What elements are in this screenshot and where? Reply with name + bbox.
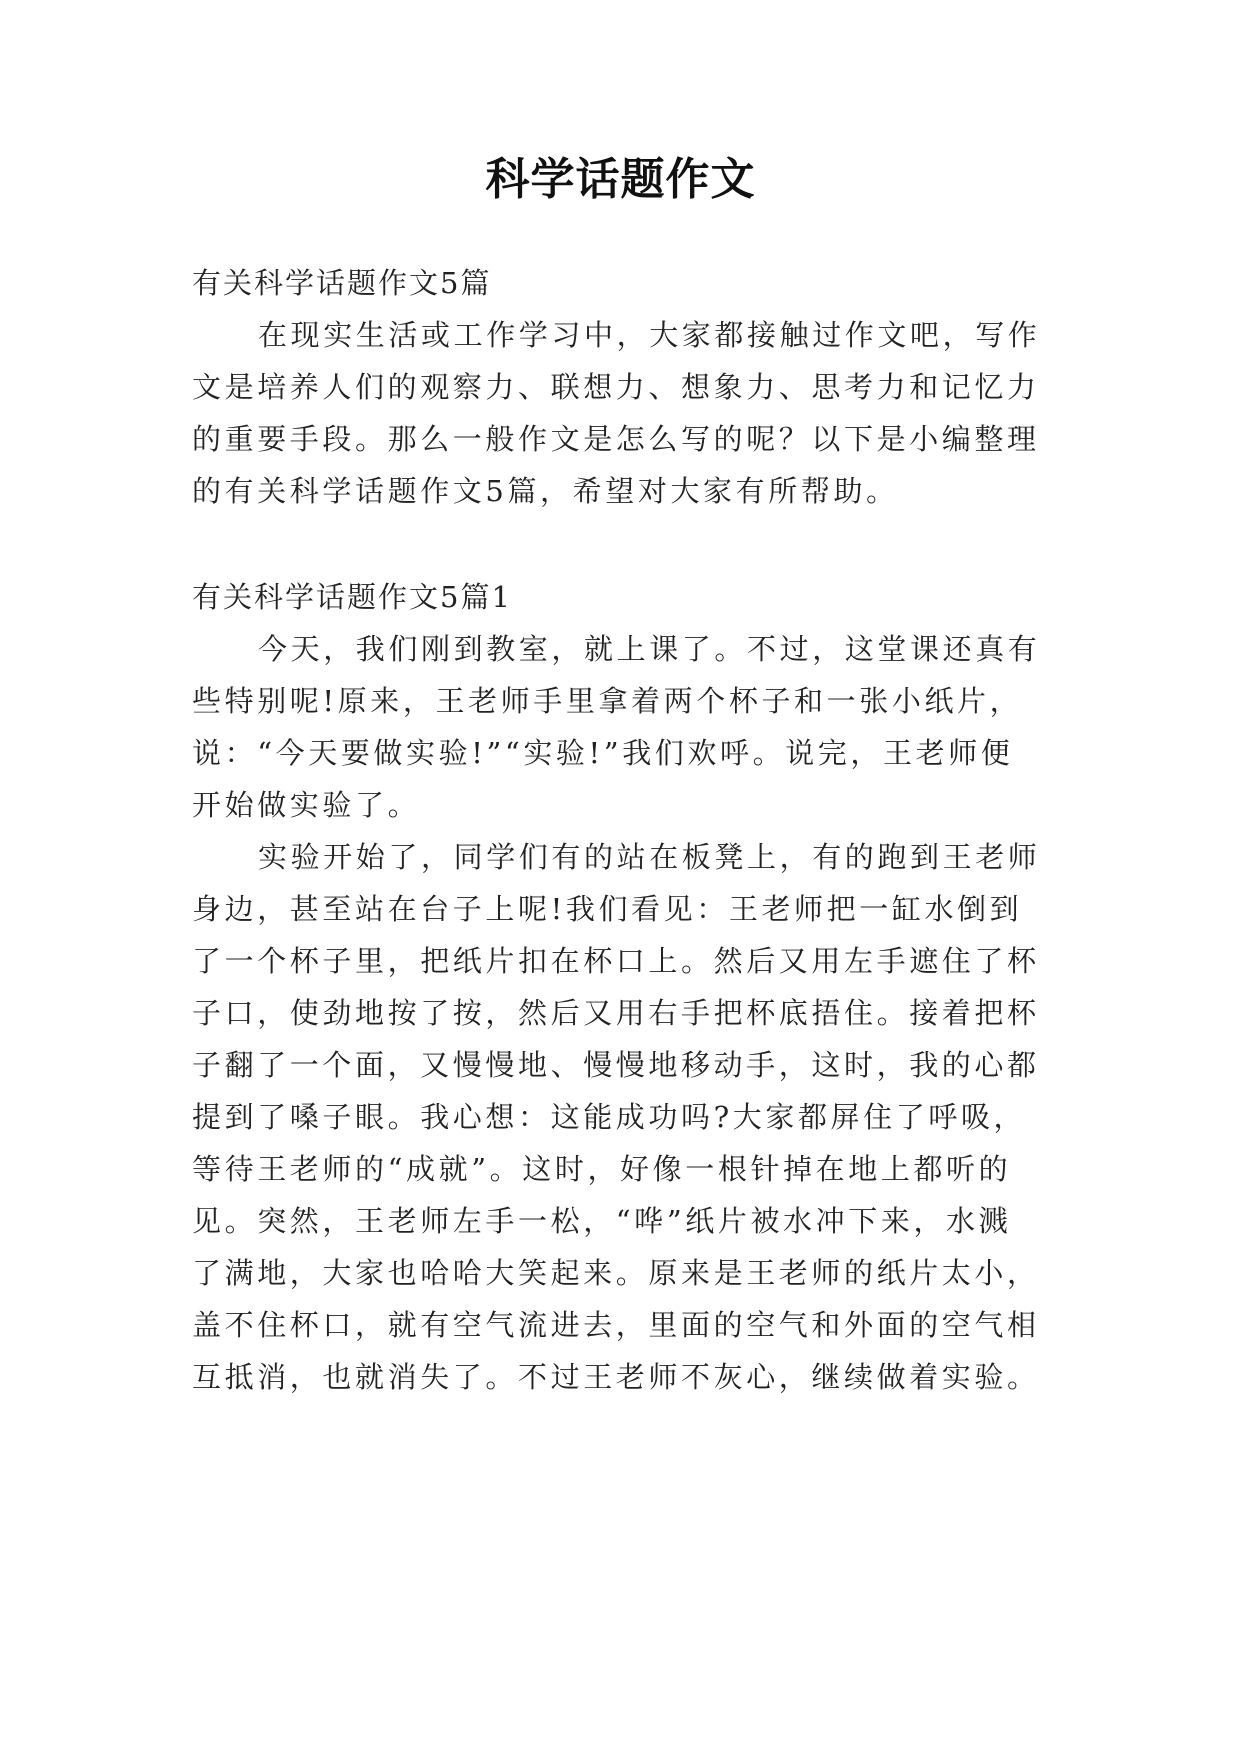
- intro-line: 在现实生活或工作学习中，大家都接触过作文吧，写作: [258, 318, 1041, 352]
- paragraph-line: 互抵消，也就消失了。不过王老师不灰心，继续做着实验。: [192, 1360, 1040, 1394]
- intro-line: 文是培养人们的观察力、联想力、想象力、思考力和记忆力: [192, 370, 1040, 404]
- paragraph-line: 些特别呢!原来，王老师手里拿着两个杯子和一张小纸片，: [192, 684, 1023, 718]
- paragraph-line: 子口，使劲地按了按，然后又用右手把杯底捂住。接着把杯: [192, 996, 1040, 1030]
- paragraph-line: 盖不住杯口，就有空气流进去，里面的空气和外面的空气相: [192, 1308, 1040, 1342]
- paragraph-line: 身边，甚至站在台子上呢!我们看见：王老师把一缸水倒到: [192, 892, 1023, 926]
- paragraph-line: 说：“今天要做实验!”“实验!”我们欢呼。说完，王老师便: [192, 736, 1014, 770]
- document-title: 科学话题作文: [485, 154, 756, 205]
- section-heading: 有关科学话题作文5篇1: [192, 580, 512, 614]
- paragraph-line: 今天，我们刚到教室，就上课了。不过，这堂课还真有: [258, 632, 1041, 666]
- paragraph-line: 开始做实验了。: [192, 788, 421, 822]
- paragraph-line: 子翻了一个面，又慢慢地、慢慢地移动手，这时，我的心都: [192, 1048, 1040, 1082]
- paragraph-line: 等待王老师的“成就”。这时，好像一根针掉在地上都听的: [192, 1152, 1012, 1186]
- paragraph-line: 提到了嗓子眼。我心想：这能成功吗?大家都屏住了呼吸，: [192, 1100, 1027, 1134]
- paragraph-line: 了一个杯子里，把纸片扣在杯口上。然后又用左手遮住了杯: [192, 944, 1040, 978]
- intro-heading: 有关科学话题作文5篇: [192, 266, 492, 300]
- paragraph-line: 了满地，大家也哈哈大笑起来。原来是王老师的纸片太小，: [192, 1256, 1040, 1290]
- paragraph-line: 实验开始了，同学们有的站在板凳上，有的跑到王老师: [258, 840, 1041, 874]
- intro-line: 的有关科学话题作文5篇，希望对大家有所帮助。: [192, 474, 899, 508]
- intro-line: 的重要手段。那么一般作文是怎么写的呢？以下是小编整理: [192, 422, 1040, 456]
- paragraph-line: 见。突然，王老师左手一松，“哗”纸片被水冲下来，水溅: [192, 1204, 1012, 1238]
